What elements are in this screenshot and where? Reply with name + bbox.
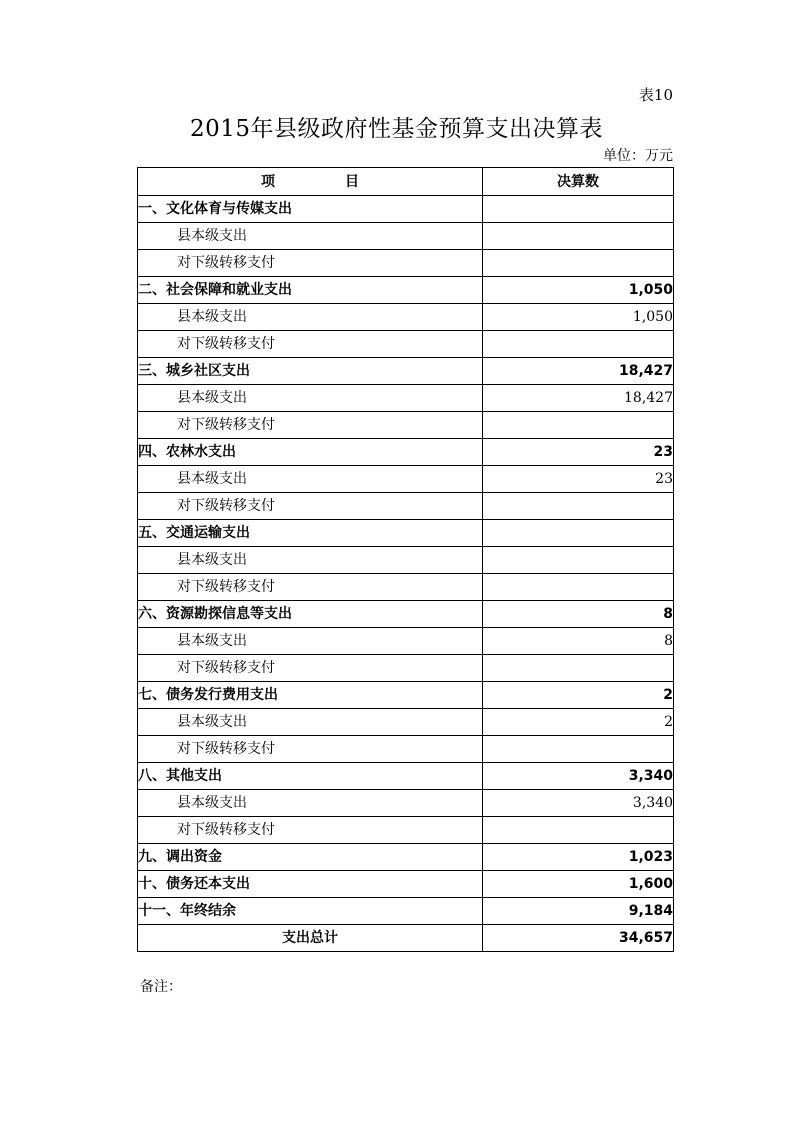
sub-row (138, 412, 674, 439)
note-label: 备注： (140, 979, 182, 995)
sub-row (138, 250, 674, 277)
row-name: 对下级转移支付 (138, 493, 483, 520)
sub-row (138, 493, 674, 520)
row-name: 二、社会保障和就业支出 (138, 277, 483, 304)
row-value (483, 250, 674, 277)
sub-row (138, 709, 674, 736)
total-value: 34,657 (483, 925, 674, 952)
sub-row (138, 547, 674, 574)
header-value: 决算数 (483, 168, 674, 196)
row-value: 3,340 (483, 790, 674, 817)
sub-row (138, 223, 674, 250)
category-row (138, 520, 674, 547)
row-value (483, 223, 674, 250)
sub-row (138, 628, 674, 655)
category-row (138, 358, 674, 385)
row-value: 23 (483, 439, 674, 466)
row-value (483, 196, 674, 223)
row-value (483, 493, 674, 520)
header-item-b: 目 (345, 173, 359, 190)
row-name: 县本级支出 (138, 304, 483, 331)
category-row (138, 763, 674, 790)
row-name: 县本级支出 (138, 547, 483, 574)
row-value (483, 817, 674, 844)
row-name: 对下级转移支付 (138, 412, 483, 439)
total-row (138, 925, 674, 952)
row-value (483, 655, 674, 682)
row-name: 县本级支出 (138, 223, 483, 250)
sub-row (138, 655, 674, 682)
header-item-a: 项 (261, 173, 275, 190)
row-name: 对下级转移支付 (138, 331, 483, 358)
total-label: 支出总计 (138, 925, 483, 952)
row-value: 2 (483, 682, 674, 709)
row-value (483, 520, 674, 547)
row-name: 对下级转移支付 (138, 736, 483, 763)
row-value: 3,340 (483, 763, 674, 790)
table-body (138, 196, 674, 952)
sub-row (138, 817, 674, 844)
row-name: 六、资源勘探信息等支出 (138, 601, 483, 628)
row-name: 县本级支出 (138, 628, 483, 655)
row-name: 对下级转移支付 (138, 817, 483, 844)
budget-table (137, 167, 674, 952)
row-name: 八、其他支出 (138, 763, 483, 790)
row-name: 十一、年终结余 (138, 898, 483, 925)
row-value: 1,023 (483, 844, 674, 871)
table-number: 表10 (638, 86, 673, 104)
row-value: 9,184 (483, 898, 674, 925)
row-value: 8 (483, 601, 674, 628)
header-item (138, 168, 483, 196)
sub-row (138, 790, 674, 817)
sub-row (138, 385, 674, 412)
row-value (483, 736, 674, 763)
row-name: 七、债务发行费用支出 (138, 682, 483, 709)
row-name: 五、交通运输支出 (138, 520, 483, 547)
row-name: 对下级转移支付 (138, 250, 483, 277)
row-name: 四、农林水支出 (138, 439, 483, 466)
category-row (138, 844, 674, 871)
category-row (138, 898, 674, 925)
unit-label: 单位：万元 (603, 148, 673, 164)
row-value: 23 (483, 466, 674, 493)
row-value (483, 574, 674, 601)
row-value: 1,050 (483, 277, 674, 304)
row-name: 一、文化体育与传媒支出 (138, 196, 483, 223)
row-name: 县本级支出 (138, 466, 483, 493)
category-row (138, 601, 674, 628)
row-value (483, 412, 674, 439)
table-header-row (138, 168, 674, 196)
row-value: 2 (483, 709, 674, 736)
row-value: 8 (483, 628, 674, 655)
sub-row (138, 466, 674, 493)
row-value (483, 547, 674, 574)
sub-row (138, 736, 674, 763)
row-value: 1,050 (483, 304, 674, 331)
row-value: 1,600 (483, 871, 674, 898)
sub-row (138, 331, 674, 358)
row-value (483, 331, 674, 358)
row-name: 九、调出资金 (138, 844, 483, 871)
category-row (138, 196, 674, 223)
category-row (138, 277, 674, 304)
row-name: 三、城乡社区支出 (138, 358, 483, 385)
row-value: 18,427 (483, 385, 674, 412)
sub-row (138, 574, 674, 601)
row-name: 对下级转移支付 (138, 574, 483, 601)
row-name: 县本级支出 (138, 709, 483, 736)
category-row (138, 871, 674, 898)
row-name: 县本级支出 (138, 385, 483, 412)
row-name: 十、债务还本支出 (138, 871, 483, 898)
row-name: 对下级转移支付 (138, 655, 483, 682)
row-name: 县本级支出 (138, 790, 483, 817)
category-row (138, 682, 674, 709)
row-value: 18,427 (483, 358, 674, 385)
sub-row (138, 304, 674, 331)
category-row (138, 439, 674, 466)
page-title: 2015年县级政府性基金预算支出决算表 (189, 116, 604, 142)
